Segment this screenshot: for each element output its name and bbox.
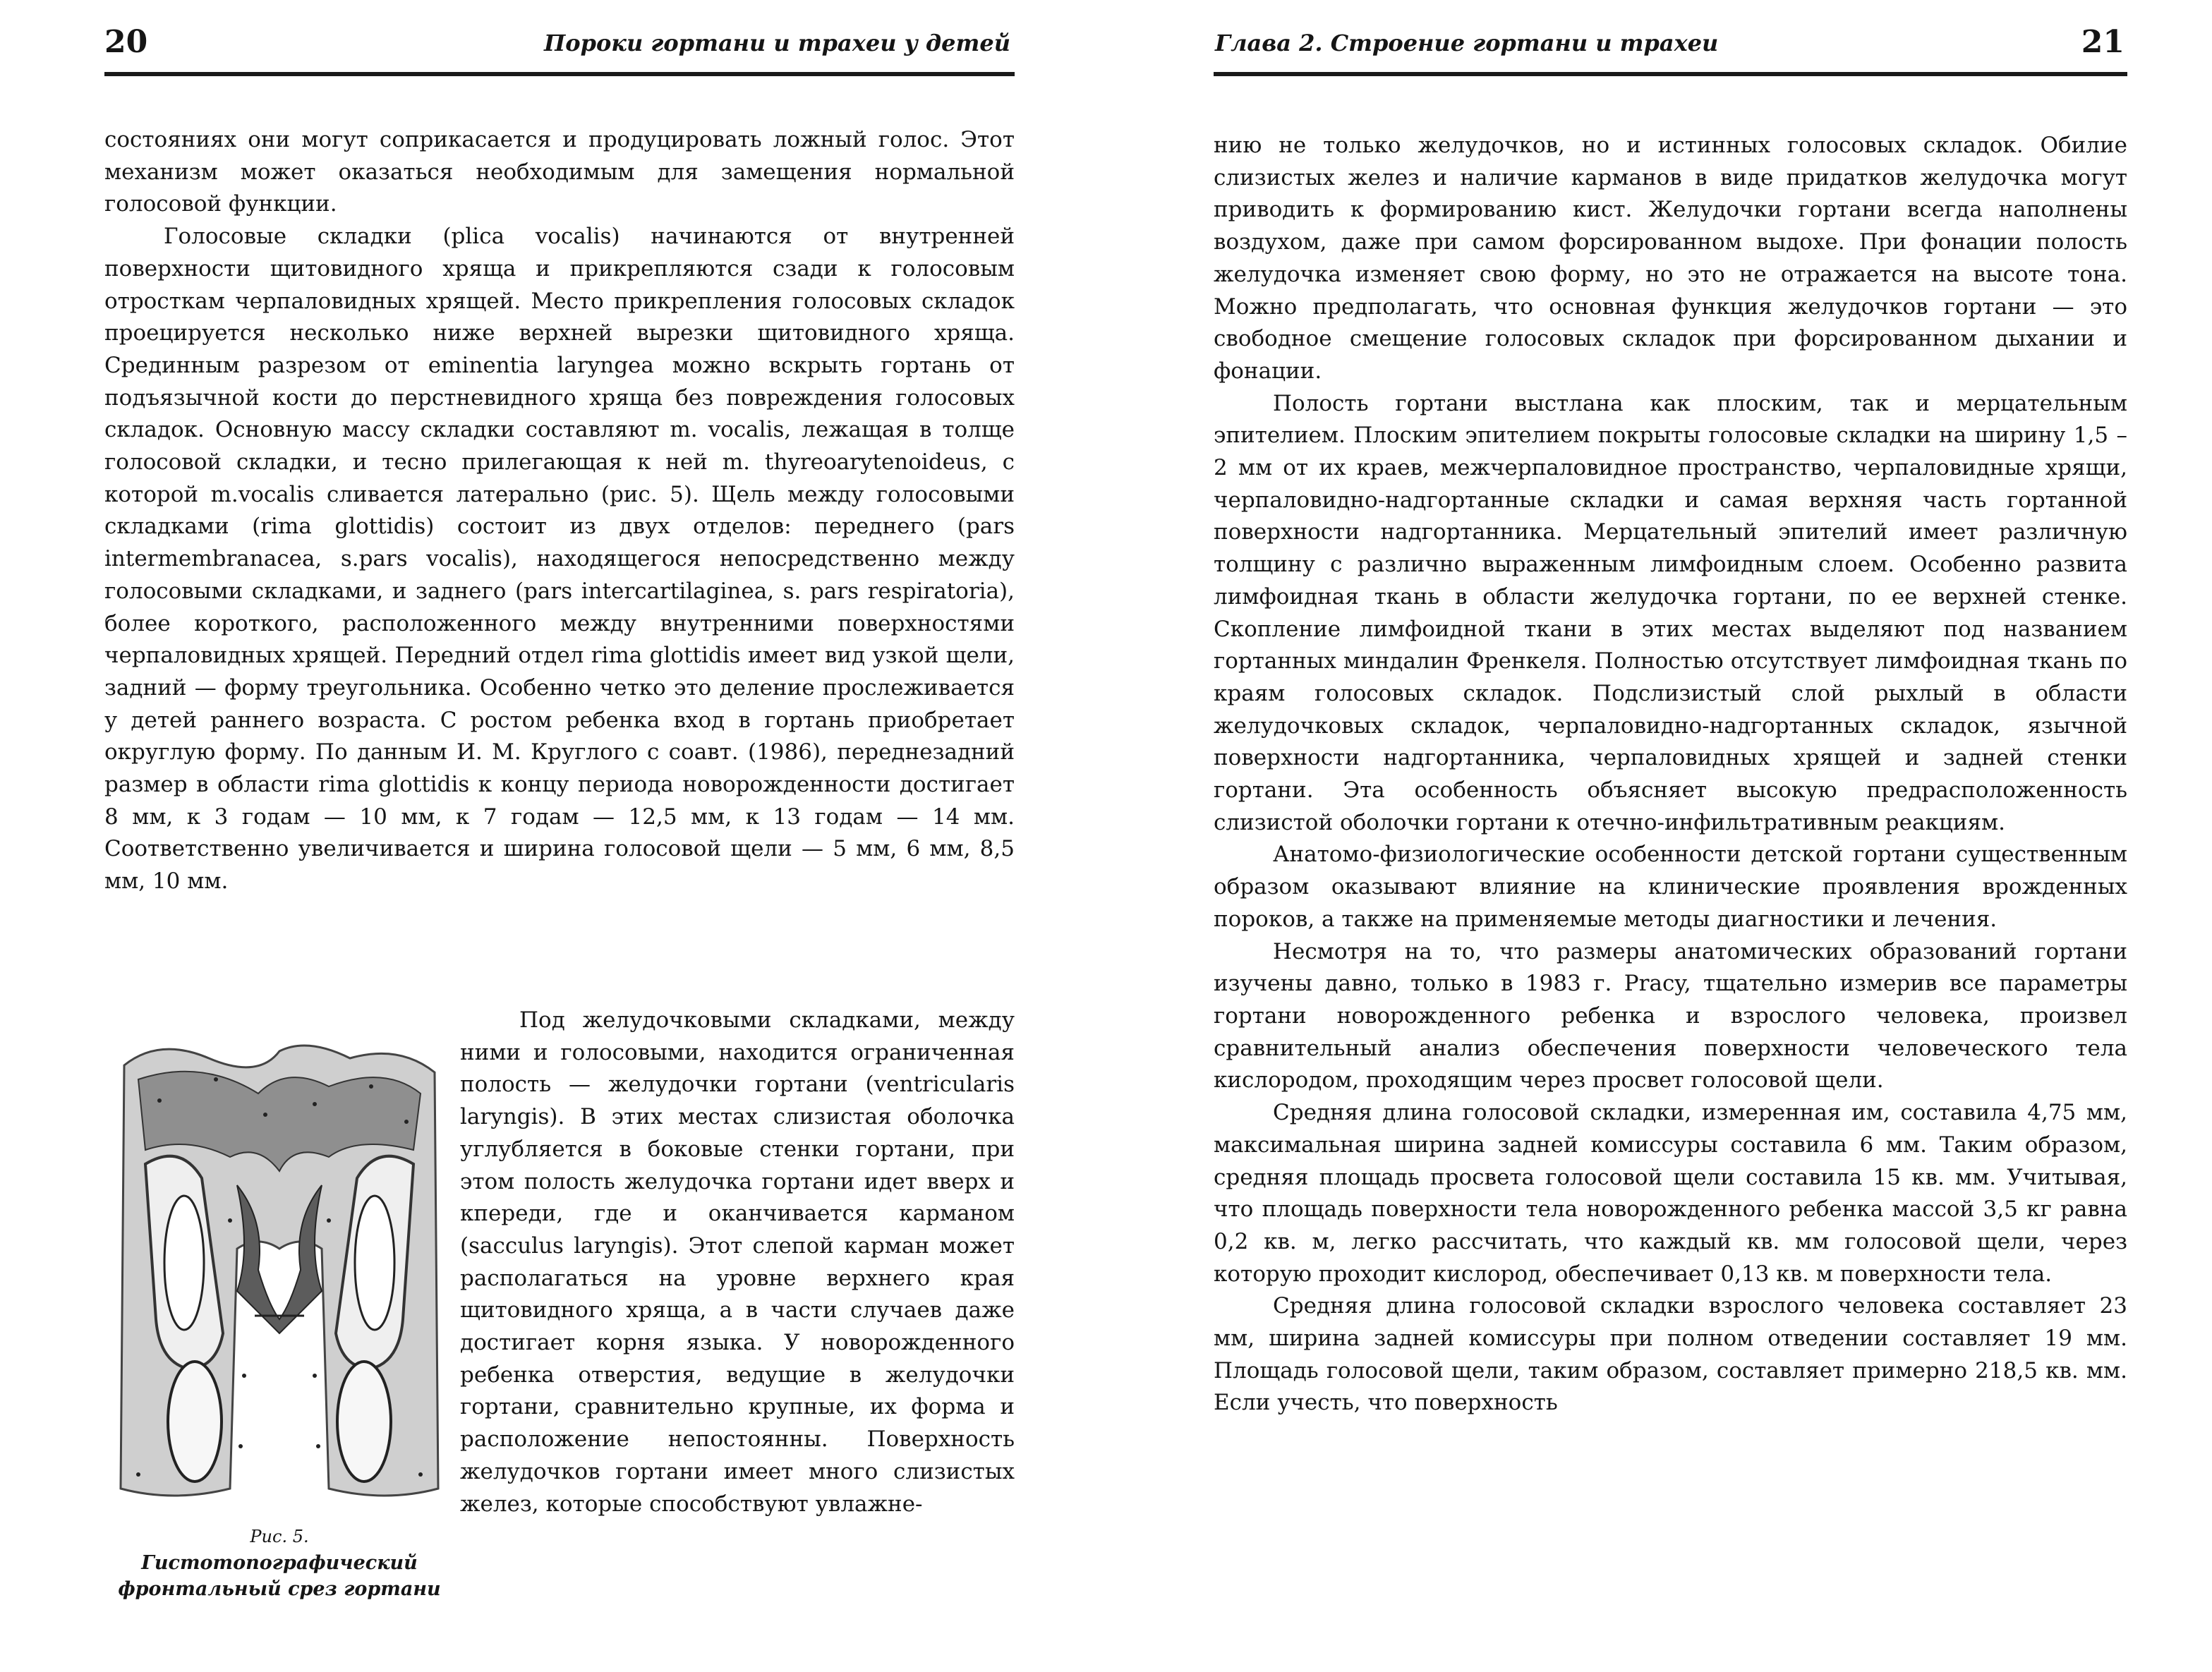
right-body-text [1214,130,2127,1419]
figure-label: Рис. 5. [250,1527,309,1546]
paragraph: Средняя длина голосовой складки взрослого человека составляет 23 мм, ширина задней комиссуры при полном отведении составляет 19 мм. Площадь голосовой щели, таким образом, составляет примерно 218,5 кв. мм. Если учесть, что поверхность [1214,1293,2127,1416]
left-lower-oval [168,1362,222,1482]
running-title: Глава 2. Строение гортани и трахеи [1215,30,1719,56]
page-number: 20 [104,24,148,60]
page-number: 21 [2081,24,2125,60]
paragraph: Голосовые складки (plica vocalis) начинаются от внутренней поверхности щитовидного хряща и прикрепляются сзади к голосовым отросткам черпаловидных хрящей. Место прикрепления голосовых складок проецируется несколько ниже верхней вырезки щитовидного хряща. Срединным разрезом от eminentia laryngea можно вскрыть гортань от подъязычной кости до перстневидного хряща без повреждения голосовых складок. Основную массу складки составляют m. vocalis, лежащая в толще голосовой складки, и тесно прилегающая к ней m. thyreoarytenoideus, с которой m.vocalis сливается латерально (рис. 5). Щель между голосовыми складками (rima glottidis) состоит из двух отделов: переднего (pars intermembranacea, s.pars vocalis), находящегося непосредственно между голосовыми складками, и заднего (pars intercartilaginea, s. pars respiratoria), более короткого, расположенного между внутренними поверхностями черпаловидных хрящей. Передний отдел rima glottidis имеет вид узкой щели, задний — форму треугольника. Особенно четко это деление прослеживается у детей раннего возраста. С ростом ребенка вход в гортань приобретает округлую форму. По данным И. М. Круглого с соавт. (1986), переднезадний размер в области rima glottidis к концу периода новорожденности достигает 8 мм, к 3 годам — 10 мм, к 7 годам — 12,5 мм, к 13 годам — 14 мм. Соответственно увеличивается и ширина голосовой щели — 5 мм, 6 мм, 8,5 мм, 10 мм. [104,224,1015,895]
paragraph: Средняя длина голосовой складки, измеренная им, составила 4,75 мм, максимальная ширина задней комиссуры составила 6 мм. Таким образом, средняя площадь просвета голосовой щели составила 15 кв. мм. Учитывая, что площадь поверхности тела новорожденного ребенка массой 3,5 кг равна 0,2 кв. м, легко рассчитать, что каждый кв. мм голосовой щели, через которую проходит кислород, обеспечивает 0,13 кв. м поверхности тела. [1214,1100,2127,1287]
paragraph: Полость гортани выстлана как плоским, так и мерцательным эпителием. Плоским эпителием покрыты голосовые складки на ширину 1,5 – 2 мм от их краев, межчерпаловидное пространство, черпаловидные хрящи, черпаловидно-надгортанные складки и самая верхняя часть гортанной поверхности надгортанника. Мерцательный эпителий имеет различную толщину с различно выраженным лимфоидным слоем. Особенно развита лимфоидная ткань в области желудочка гортани, по ее верхней стенке. Скопление лимфоидной ткани в этих местах выделяют под названием гортанных миндалин Френкеля. Полностью отсутствует лимфоидная ткань по краям голосовых складок. Подслизистый слой рыхлый в области желудочковых складок, черпаловидно-надгортанных складок, язычной поверхности надгортанника, черпаловидных хрящей и задней стенки гортани. Эта особенность объясняет высокую предрасположенность слизистой оболочки гортани к отечно-инфильтративным реакциям. [1214,390,2127,835]
right-lumen-ellipse [355,1196,394,1330]
paragraph: Несмотря на то, что размеры анатомических образований гортани изучены давно, только в 1983 г. Pracy, тщательно измерив все параметры гортани новорожденного ребенка и взрослого человека, произвел сравнительный анализ обеспечения поверхности человеческого тела кислородом, проходящим через просвет голосовой щели. [1214,938,2127,1094]
right-page [1106,0,2212,1672]
paragraph: нию не только желудочков, но и истинных голосовых складок. Обилие слизистых желез и наличие карманов в виде придатков желудочка могут приводить к формированию кист. Желудочки гортани всегда наполнены воздухом, даже при самом форсированном выдохе. При фонации полость желудочка изменяет свою форму, но это не отражается на высоте тона. Можно предполагать, что основная функция желудочков гортани — это свободное смещение голосовых складок при форсированном дыхании и фонации. [1214,133,2127,384]
running-title: Пороки гортани и трахеи у детей [544,30,1010,56]
figure-caption-text: Гистотопографический фронтальный срез гортани [118,1552,441,1600]
larynx-section-illustration [117,1037,442,1503]
left-body-text [104,124,1015,898]
figure-caption [103,1524,456,1602]
paragraph: Анатомо-физиологические особенности детской гортани существенным образом оказывают влияние на клинические проявления врожденных пороков, а также на применяемые методы диагностики и лечения. [1214,842,2127,932]
left-lumen-ellipse [164,1196,204,1330]
right-running-head [1214,18,2127,76]
right-lower-oval [337,1362,391,1482]
paragraph: состояниях они могут соприкасается и продуцировать ложный голос. Этот механизм может оказаться необходимым для замещения нормальной голосовой функции. [104,127,1015,217]
figure-5 [103,1037,456,1604]
wrap-paragraph: Под желудочковыми складками, между ними и голосовыми, находится ограниченная полость — желудочки гортани (ventricularis laryngis). В этих местах слизистая оболочка углубляется в боковые стенки гортани, при этом полость желудочка гортани идет вверх и кпереди, где и оканчивается карманом (sacculus laryngis). Этот слепой карман может располагаться на уровне верхнего края щитовидного хряща, а в части случаев даже достигает корня языка. У новорожденного ребенка отверстия, ведущие в желудочки гортани, сравнительно крупные, их форма и расположение непостоянны. Поверхность желудочков гортани имеет много слизистых желез, которые способствуют увлажне- [460,1007,1015,1517]
left-running-head [104,18,1015,76]
